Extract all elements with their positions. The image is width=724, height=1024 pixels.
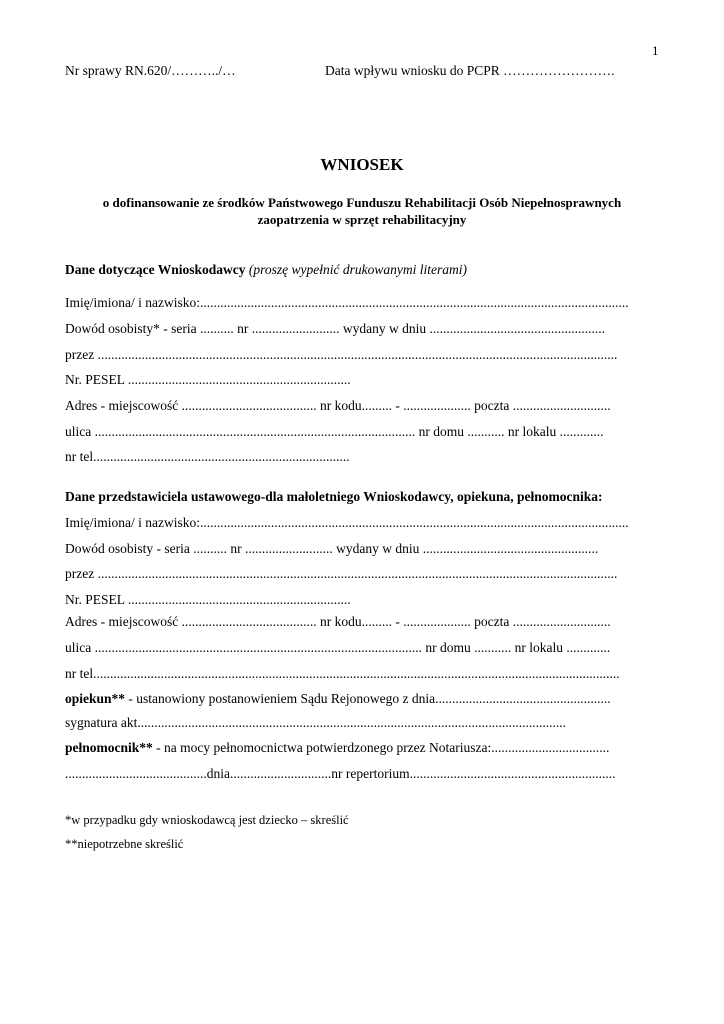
applicant-heading — [65, 262, 467, 278]
applicant-pesel-line[interactable]: Nr. PESEL .................................................................. — [65, 372, 351, 387]
representative-name-line[interactable]: Imię/imiona/ i nazwisko:............................................................................................................................... — [65, 515, 629, 530]
footnote-2: **niepotrzebne skreślić — [65, 837, 184, 851]
footnote-1: *w przypadku gdy wnioskodawcą jest dziecko – skreślić — [65, 813, 349, 827]
representative-id-line[interactable]: Dowód osobisty - seria .......... nr .......................... wydany w dniu .................................................... — [65, 541, 599, 556]
applicant-issued-by-line[interactable]: przez .......................................................................................................................................................... — [65, 347, 618, 362]
representative-heading: Dane przedstawiciela ustawowego-dla małoletniego Wnioskodawcy, opiekuna, pełnomocnika: — [65, 489, 603, 504]
applicant-phone-line[interactable]: nr tel............................................................................ — [65, 449, 350, 464]
receipt-date: Data wpływu wniosku do PCPR ……………………. — [325, 63, 615, 78]
page-number: 1 — [652, 43, 659, 58]
applicant-name-line[interactable]: Imię/imiona/ i nazwisko:............................................................................................................................... — [65, 295, 629, 310]
guardian-line[interactable] — [65, 691, 611, 707]
attorney-text: - na mocy pełnomocnictwa potwierdzonego przez Notariusza:................................... — [152, 740, 610, 755]
guardian-text: - ustanowiony postanowieniem Sądu Rejonowego z dnia.................................................... — [125, 691, 611, 706]
subtitle-line-1: o dofinansowanie ze środków Państwowego Funduszu Rehabilitacji Osób Niepełnosprawnych — [102, 195, 622, 210]
guardian-label: opiekun** — [65, 691, 126, 706]
applicant-id-line[interactable]: Dowód osobisty* - seria .......... nr .......................... wydany w dniu .................................................... — [65, 321, 605, 336]
applicant-heading-text: Dane dotyczące Wnioskodawcy — [65, 262, 246, 277]
attorney-label: pełnomocnik** — [65, 740, 153, 755]
representative-issued-by-line[interactable]: przez .......................................................................................................................................................... — [65, 566, 618, 581]
attorney-line[interactable] — [65, 740, 609, 756]
representative-address-line[interactable]: Adres - miejscowość ........................................ nr kodu......... - .................... poczta ............................. — [65, 614, 611, 629]
representative-street-line[interactable]: ulica ................................................................................................. nr domu ........... nr lokalu ............. — [65, 640, 611, 655]
applicant-address-line[interactable]: Adres - miejscowość ........................................ nr kodu......... - .................... poczta ............................. — [65, 398, 611, 413]
applicant-heading-note: (proszę wypełnić drukowanymi literami) — [248, 262, 467, 277]
attorney-details-line[interactable]: ..........................................dnia..............................nr repertorium............................................................. — [65, 766, 616, 781]
subtitle-line-2: zaopatrzenia w sprzęt rehabilitacyjny — [257, 212, 467, 227]
applicant-street-line[interactable]: ulica ............................................................................................... nr domu ........... nr lokalu ............. — [65, 424, 604, 439]
page-title: WNIOSEK — [320, 155, 404, 174]
representative-phone-line[interactable]: nr tel............................................................................................................................................................ — [65, 666, 620, 681]
representative-pesel-line[interactable]: Nr. PESEL .................................................................. — [65, 592, 351, 607]
case-signature-line[interactable]: sygnatura akt............................................................................................................................... — [65, 715, 566, 730]
case-number: Nr sprawy RN.620/………../… — [65, 63, 236, 78]
